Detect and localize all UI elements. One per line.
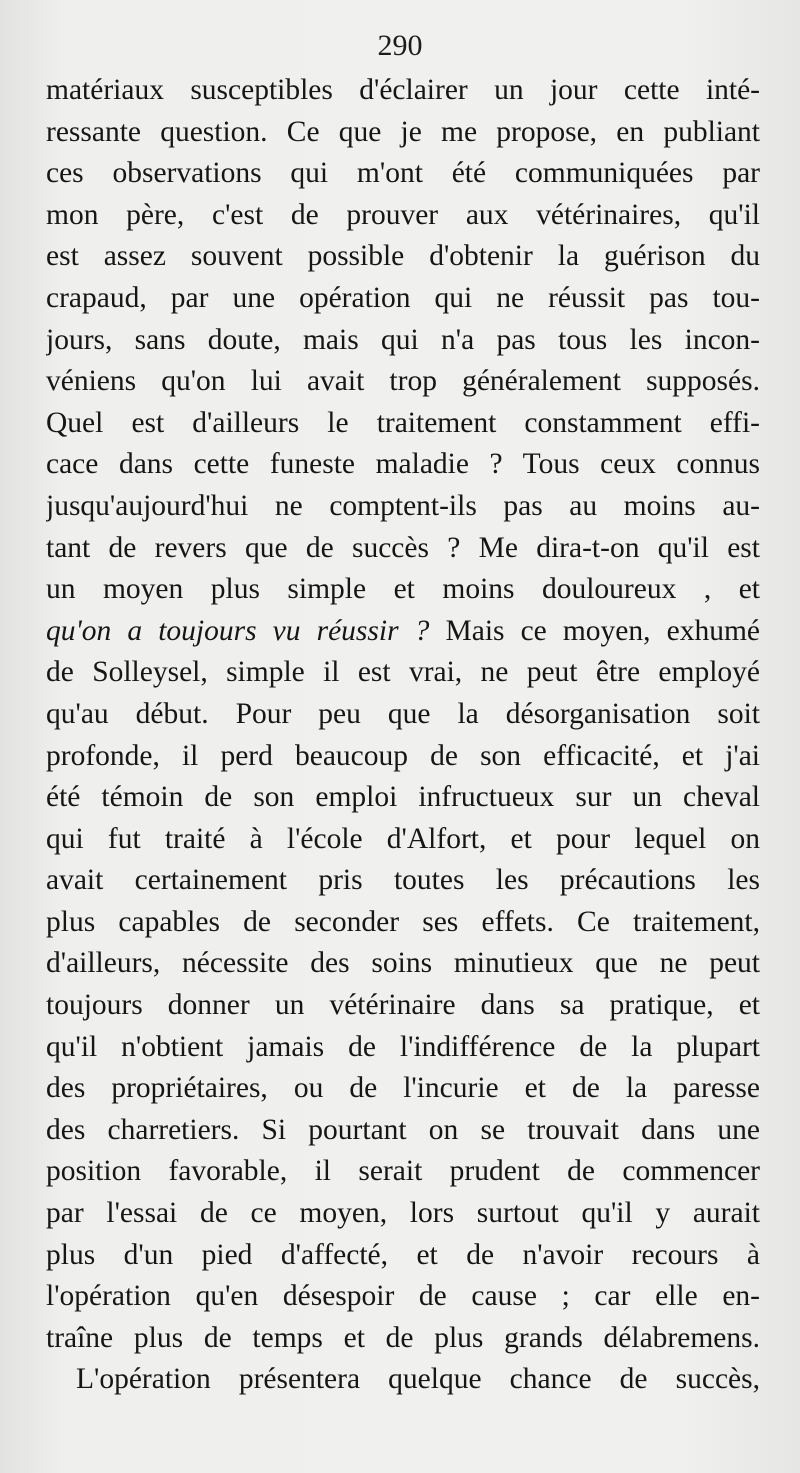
text-line: jusqu'aujourd'hui ne comptent-ils pas au moins au-	[46, 489, 760, 522]
text-line: qui fut traité à l'école d'Alfort, et pour lequel on	[46, 822, 760, 855]
text-line: plus d'un pied d'affecté, et de n'avoir recours à	[46, 1238, 760, 1271]
text-line: ces observations qui m'ont été communiquées par	[46, 157, 760, 190]
text-line: matériaux susceptibles d'éclairer un jour cette inté-	[46, 74, 760, 106]
text-line: un moyen plus simple et moins douloureux , et	[46, 573, 760, 606]
text-line: été témoin de son emploi infructueux sur un cheval	[46, 781, 760, 814]
text-line: cace dans cette funeste maladie ? Tous ceux connus	[46, 448, 760, 481]
text-line-mixed	[46, 611, 760, 653]
text-line: toujours donner un vétérinaire dans sa pratique, et	[46, 989, 760, 1022]
text-line: qu'il n'obtient jamais de l'indifférence de la plupart	[46, 1030, 760, 1063]
text-line: des propriétaires, ou de l'incurie et de la paresse	[46, 1072, 760, 1105]
text-line: traîne plus de temps et de plus grands délabremens.	[46, 1321, 760, 1354]
text-line: des charretiers. Si pourtant on se trouvait dans une	[46, 1113, 760, 1146]
text-line: ressante question. Ce que je me propose, en publiant	[46, 115, 760, 148]
text-line: d'ailleurs, nécessite des soins minutieux que ne peut	[46, 947, 760, 980]
text-line: par l'essai de ce moyen, lors surtout qu'il y aurait	[46, 1197, 760, 1230]
page-number: 290	[377, 29, 423, 62]
text-line: tant de revers que de succès ? Me dira-t-on qu'il est	[46, 531, 760, 564]
body-text	[46, 70, 760, 1401]
text-line: l'opération qu'en désespoir de cause ; car elle en-	[46, 1280, 760, 1313]
text-line: véniens qu'on lui avait trop généralement supposés.	[46, 365, 760, 398]
text-line: jours, sans doute, mais qui n'a pas tous les incon-	[46, 323, 760, 356]
italic-quote: qu'on a toujours vu réussir ?	[46, 614, 430, 647]
text-line: avait certainement pris toutes les précautions les	[46, 864, 760, 897]
text-line: crapaud, par une opération qui ne réussit pas tou-	[46, 281, 760, 314]
text-line: plus capables de seconder ses effets. Ce traitement,	[46, 905, 760, 938]
text-line-paragraph-start: L'opération présentera quelque chance de succès,	[76, 1363, 760, 1396]
text-line: Quel est d'ailleurs le traitement constamment effi-	[46, 406, 760, 439]
text-line: est assez souvent possible d'obtenir la guérison du	[46, 240, 760, 273]
text-segment: Mais ce moyen, exhumé	[429, 614, 760, 647]
text-line: qu'au début. Pour peu que la désorganisation soit	[46, 697, 760, 730]
text-line: profonde, il perd beaucoup de son efficacité, et j'ai	[46, 739, 760, 772]
text-line: position favorable, il serait prudent de commencer	[46, 1155, 760, 1188]
text-line: de Solleysel, simple il est vrai, ne peut être employé	[46, 656, 760, 689]
text-line: mon père, c'est de prouver aux vétérinaires, qu'il	[46, 198, 760, 231]
